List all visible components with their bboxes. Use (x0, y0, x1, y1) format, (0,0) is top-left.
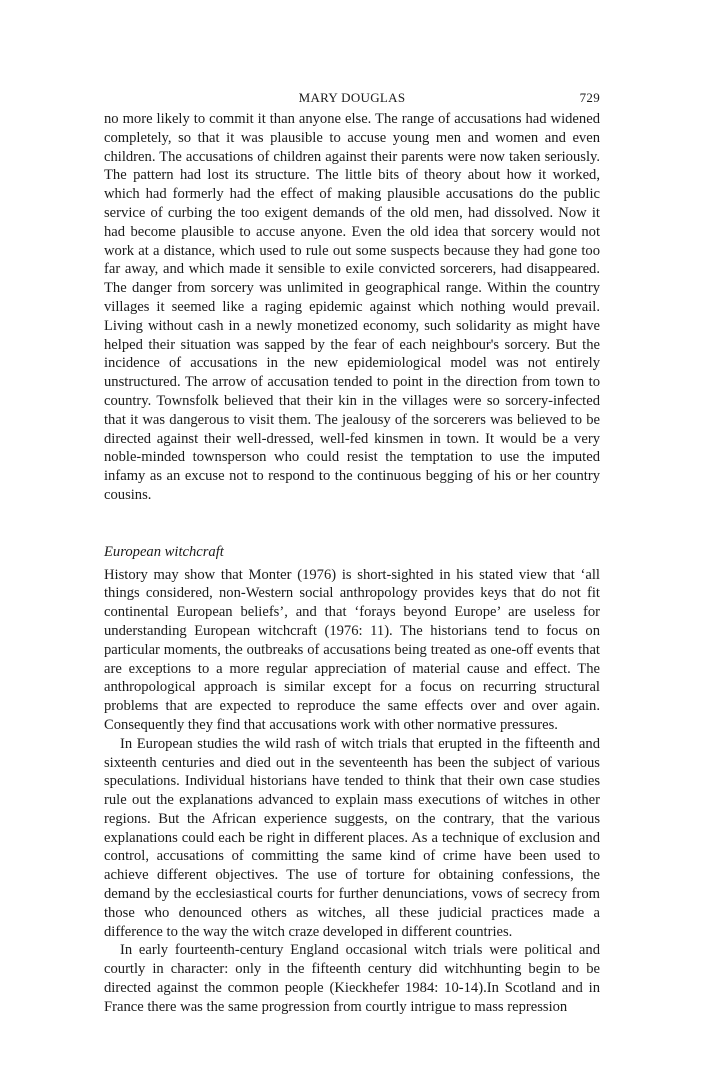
body-paragraph-4: In early fourteenth-century England occasional witch trials were political and courtly in character: only in the fifteenth century did witchhunting begin to be directed against the common people (Kieckhefer 1984: 10-14).In Scotland and in France there was the same progression from courtly intrigue to mass repression (104, 942, 600, 1015)
page (104, 88, 600, 1017)
body-paragraph-3: In European studies the wild rash of witch trials that erupted in the fifteenth and sixteenth centuries and died out in the seventeenth has been the subject of various speculations. Individual historians have tended to think that their own case studies rule out the explanations advanced to explain mass executions of witches in other regions. But the African experience suggests, on the contrary, that the various explanations could each be right in different places. As a technique of exclusion and control, accusations of committing the same kind of crime have been used to achieve different objectives. The use of torture for obtaining confessions, the demand by the ecclesiastical courts for further denunciations, vows of secrecy from those who denounced others as witches, all these judicial practices made a difference to the way the witch craze developed in different countries. (104, 735, 600, 940)
running-head (104, 88, 600, 110)
running-head-author: MARY DOUGLAS (298, 90, 406, 105)
page-number: 729 (579, 90, 600, 105)
section-heading: European witchcraft (104, 543, 224, 560)
body-paragraph-1: no more likely to commit it than anyone else. The range of accusations had widened completely, so that it was plausible to accuse young men and women and even children. The accusations of children against their parents were now taken seriously. The pattern had lost its structure. The little bits of theory about how it worked, which had formerly had the effect of making plausible accusations do the public service of curbing the too exigent demands of the old men, had dissolved. Now it had become plausible to accuse anyone. Even the old idea that sorcery would not work at a distance, which used to rule out some suspects because they had gone too far away, and which made it sensible to exile convicted sorcerers, had disappeared. The danger from sorcery was unlimited in geographical range. Within the country villages it seemed like a raging epidemic against which nothing would prevail. Living without cash in a newly monetized economy, such solidarity as might have helped their situation was sapped by the fear of each neighbour's sorcery. But the incidence of accusations in the new epidemiological model was not entirely unstructured. The arrow of accusation tended to point in the direction from town to country. Townsfolk believed that their kin in the villages were so sorcery-infected that it was dangerous to visit them. The jealousy of the sorcerers was believed to be directed against their well-dressed, well-fed kinsmen in town. It would be a very noble-minded townsperson who could resist the temptation to use the imputed infamy as an excuse not to respond to the continuous begging of his or her country cousins. (104, 111, 600, 503)
body-paragraph-2: History may show that Monter (1976) is short-sighted in his stated view that ‘all things considered, non-Western social anthropology provides keys that do not fit continental European beliefs’, and that ‘forays beyond Europe’ are useless for understanding European witchcraft (1976: 11). The historians tend to focus on particular moments, the outbreaks of accusations being treated as one-off events that are exceptions to a more regular appreciation of material cause and effect. The anthropological approach is similar except for a focus on recurring structural problems that are expected to reproduce the same effects over and over again. Consequently they find that accusations work with other normative pressures. (104, 566, 600, 733)
